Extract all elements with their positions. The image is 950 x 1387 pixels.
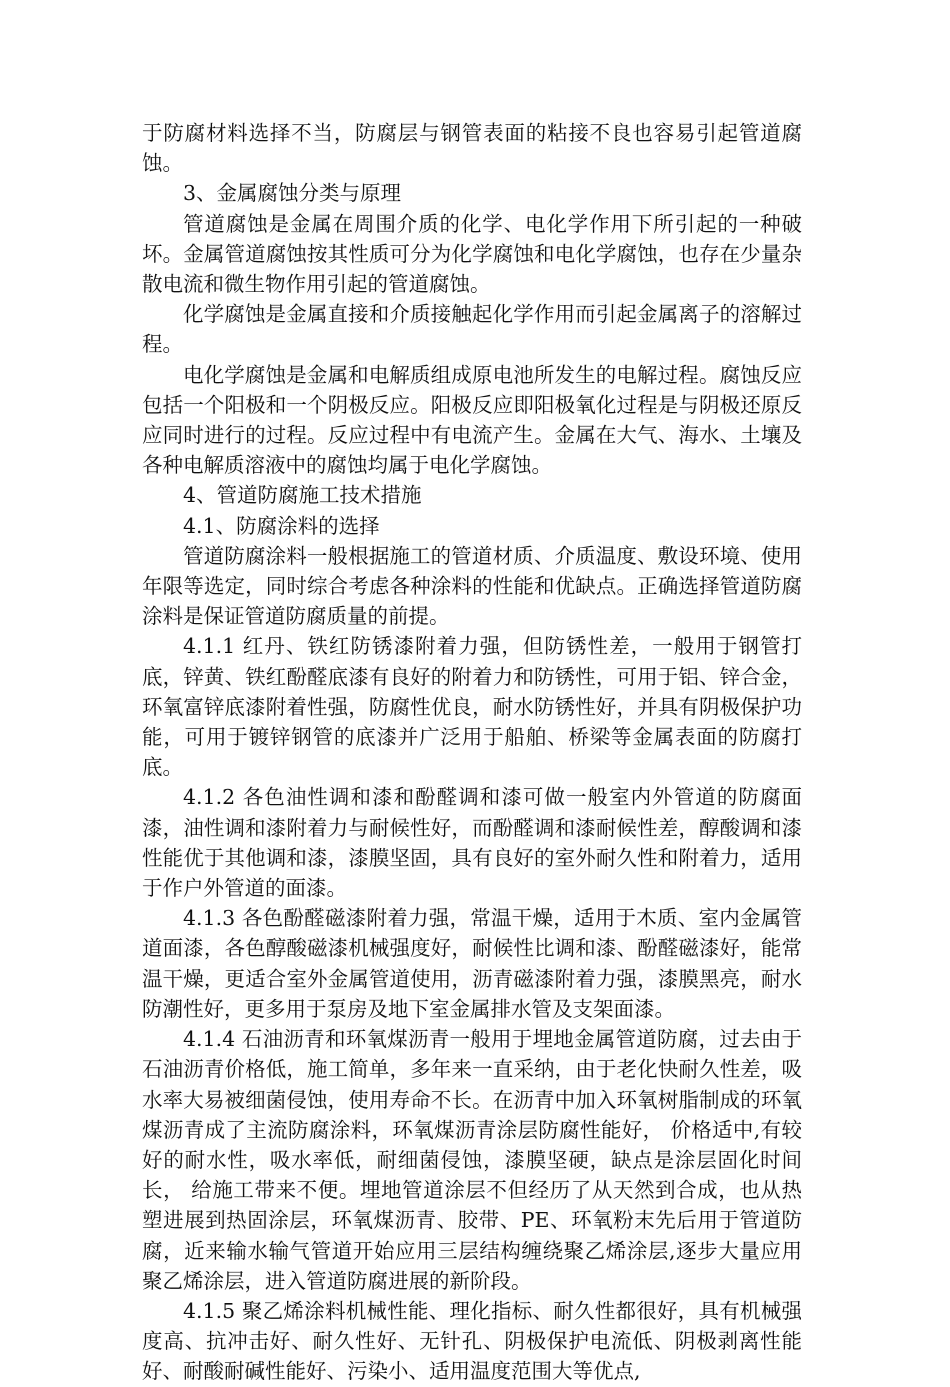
- paragraph-4-1-4: 4.1.4 石油沥青和环氧煤沥青一般用于埋地金属管道防腐，过去由于石油沥青价格低，施工简单，多年来一直采纳，由于老化快耐久性差，吸水率大易被细菌侵蚀，使用寿命不长。在沥青中加入环氧树脂制成的环氧煤沥青成了主流防腐涂料，环氧煤沥青涂层防腐性能好， 价格适中,有较好的耐水性，吸水率低，耐细菌侵蚀，漆膜坚硬，缺点是涂层固化时间长， 给施工带来不便。埋地管道涂层不但经历了从天然到合成，也从热塑进展到热固涂层，环氧煤沥青、胶带、PE、环氧粉末先后用于管道防腐，近来输水输气管道开始应用三层结构缠绕聚乙烯涂层,逐步大量应用聚乙烯涂层，进入管道防腐进展的新阶段。: [142, 1027, 802, 1293]
- section-heading-4-1: 4.1、防腐涂料的选择: [183, 513, 380, 538]
- document-page: [142, 118, 802, 1387]
- paragraph-coating-selection: 管道防腐涂料一般根据施工的管道材质、介质温度、敷设环境、使用年限等选定，同时综合考虑各种涂料的性能和优缺点。正确选择管道防腐涂料是保证管道防腐质量的前提。: [142, 543, 802, 629]
- paragraph-4-1-1: 4.1.1 红丹、铁红防锈漆附着力强，但防锈性差，一般用于钢管打底，锌黄、铁红酚醛底漆有良好的附着力和防锈性，可用于铝、锌合金，环氧富锌底漆附着性强，防腐性优良，耐水防锈性好，并具有阴极保护功能，可用于镀锌钢管的底漆并广泛用于船舶、桥梁等金属表面的防腐打底。: [142, 634, 802, 780]
- section-heading-4: 4、管道防腐施工技术措施: [183, 483, 422, 508]
- paragraph-intro-continuation: 于防腐材料选择不当，防腐层与钢管表面的粘接不良也容易引起管道腐蚀。: [142, 121, 802, 176]
- paragraph-chemical-corrosion: 化学腐蚀是金属直接和介质接触起化学作用而引起金属离子的溶解过程。: [142, 302, 802, 357]
- paragraph-4-1-2: 4.1.2 各色油性调和漆和酚醛调和漆可做一般室内外管道的防腐面漆，油性调和漆附着力与耐候性好，而酚醛调和漆耐候性差，醇酸调和漆性能优于其他调和漆，漆膜坚固，具有良好的室外耐久性和附着力，适用于作户外管道的面漆。: [142, 785, 802, 901]
- paragraph-4-1-3: 4.1.3 各色酚醛磁漆附着力强，常温干燥，适用于木质、室内金属管道面漆，各色醇酸磁漆机械强度好，耐候性比调和漆、酚醛磁漆好，能常温干燥，更适合室外金属管道使用，沥青磁漆附着力强，漆膜黑亮，耐水防潮性好，更多用于泵房及地下室金属排水管及支架面漆。: [142, 906, 802, 1021]
- section-heading-3: 3、金属腐蚀分类与原理: [183, 181, 402, 206]
- paragraph-electrochemical-corrosion: 电化学腐蚀是金属和电解质组成原电池所发生的电解过程。腐蚀反应包括一个阳极和一个阴极反应。阳极反应即阳极氧化过程是与阴极还原反应同时进行的过程。反应过程中有电流产生。金属在大气、海水、土壤及各种电解质溶液中的腐蚀均属于电化学腐蚀。: [142, 362, 802, 478]
- paragraph-4-1-5: 4.1.5 聚乙烯涂料机械性能、理化指标、耐久性都很好，具有机械强度高、抗冲击好、耐久性好、无针孔、阴极保护电流低、阴极剥离性能好、耐酸耐碱性能好、污染小、适用温度范围大等优点,: [142, 1298, 802, 1384]
- paragraph-corrosion-definition: 管道腐蚀是金属在周围介质的化学、电化学作用下所引起的一种破坏。金属管道腐蚀按其性质可分为化学腐蚀和电化学腐蚀，也存在少量杂散电流和微生物作用引起的管道腐蚀。: [142, 211, 802, 297]
